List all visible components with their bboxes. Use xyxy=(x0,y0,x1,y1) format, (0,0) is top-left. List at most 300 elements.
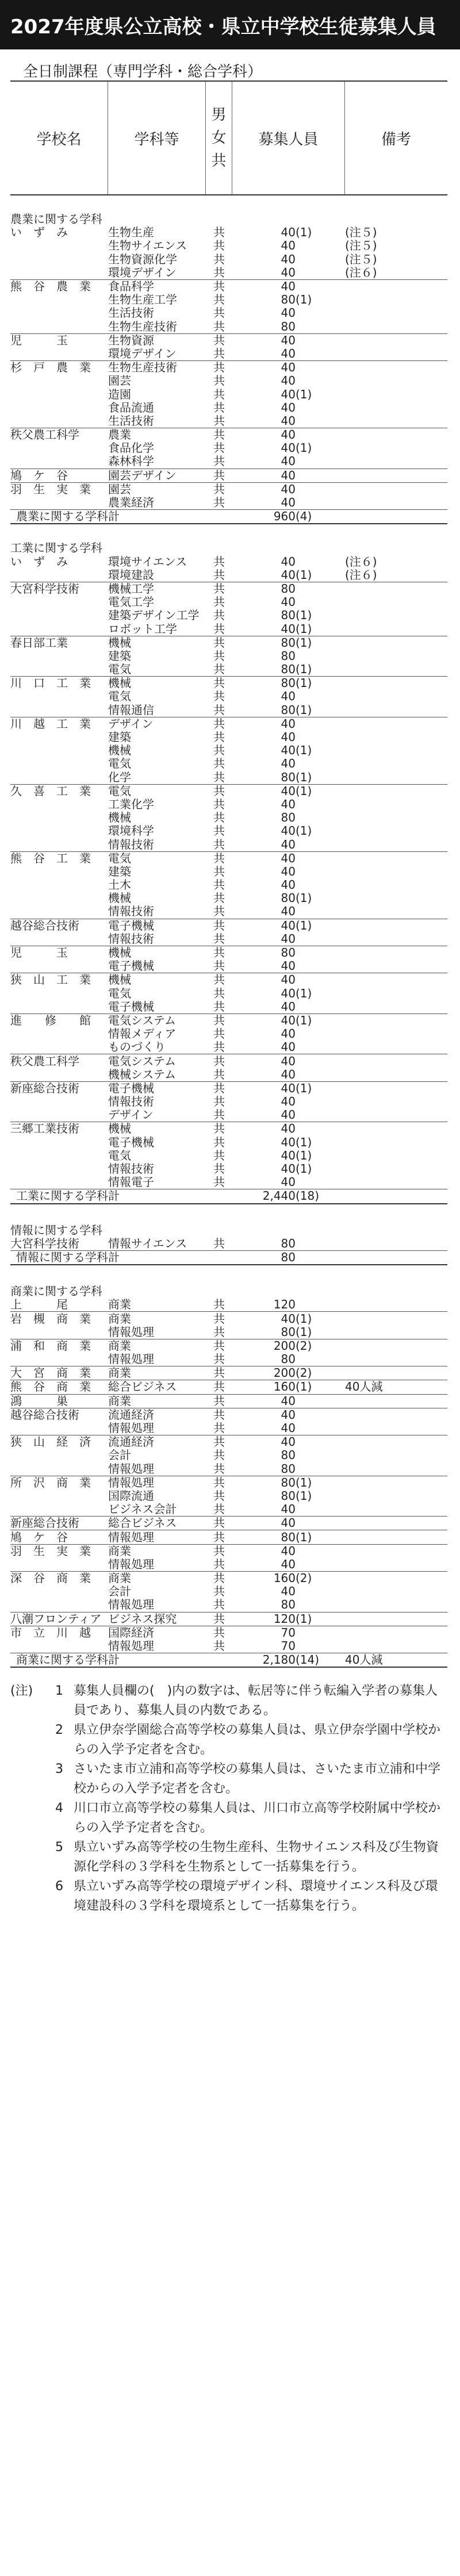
table-row xyxy=(10,226,447,239)
transfer-cell xyxy=(296,1027,345,1041)
capacity-cell: 40 xyxy=(281,455,296,469)
capacity-cell: 40 xyxy=(281,784,296,798)
table-row xyxy=(10,663,447,677)
remarks-cell xyxy=(345,757,447,770)
school-name: い ず み xyxy=(10,555,68,569)
table-row xyxy=(10,1081,447,1095)
table-header xyxy=(10,80,447,195)
gender-cell: 共 xyxy=(213,1068,225,1081)
table-row xyxy=(10,1408,447,1422)
section-table xyxy=(10,1224,447,1266)
capacity-cell: 40 xyxy=(281,622,296,636)
capacity-cell: 80 xyxy=(281,770,296,784)
school-name: 進 修 館 xyxy=(10,1013,91,1027)
section-total-remarks: 40人減 xyxy=(345,1653,447,1668)
gender-cell: 共 xyxy=(213,1598,225,1612)
gender-cell: 共 xyxy=(213,932,225,946)
dept-name: 会計 xyxy=(108,1449,131,1462)
remarks-cell xyxy=(345,306,447,320)
capacity-cell: 40 xyxy=(281,1013,296,1027)
section-total-value: 960 xyxy=(232,510,296,524)
remarks-cell xyxy=(345,1013,447,1027)
dept-name: 環境デザイン xyxy=(108,347,177,360)
gender-cell: 共 xyxy=(213,1435,225,1449)
remarks-cell xyxy=(345,798,447,811)
table-row xyxy=(10,1312,447,1326)
transfer-cell xyxy=(296,1054,345,1068)
dept-name: 環境科学 xyxy=(108,824,154,838)
transfer-cell xyxy=(296,731,345,744)
transfer-cell: (2) xyxy=(296,1366,312,1380)
gender-cell: 共 xyxy=(213,1298,225,1312)
capacity-cell: 40 xyxy=(281,1408,296,1422)
table-row xyxy=(10,1598,447,1612)
capacity-cell: 40 xyxy=(281,797,296,811)
dept-name: 商業 xyxy=(108,1394,131,1408)
table-row xyxy=(10,1176,447,1189)
dept-name: 情報メディア xyxy=(108,1027,177,1041)
gender-cell: 共 xyxy=(213,1421,225,1435)
remarks-cell xyxy=(345,905,447,919)
transfer-cell: (1) xyxy=(296,226,312,240)
remarks-cell xyxy=(345,878,447,892)
table-row xyxy=(10,374,447,387)
capacity-cell: 40 xyxy=(281,279,296,294)
dept-name: 電気工学 xyxy=(108,596,154,609)
capacity-cell: 40 xyxy=(281,482,296,496)
remarks-cell xyxy=(345,374,447,387)
table-row xyxy=(10,1237,447,1251)
table-row xyxy=(10,293,447,306)
capacity-cell: 40 xyxy=(281,469,296,482)
dept-name: 造園 xyxy=(108,387,131,401)
transfer-cell xyxy=(296,905,345,919)
transfer-cell: (1) xyxy=(296,1530,312,1544)
table-row xyxy=(10,428,447,442)
dept-name: 園芸 xyxy=(108,482,131,496)
transfer-cell: (1) xyxy=(296,1380,312,1394)
dept-name: 電気システム xyxy=(108,1054,176,1068)
capacity-cell: 40 xyxy=(281,252,296,266)
remarks-cell xyxy=(345,1640,447,1653)
capacity-cell: 40 xyxy=(281,1095,296,1109)
school-name: 秩父農工科学 xyxy=(10,428,79,442)
dept-name: 生物生産技術 xyxy=(108,360,177,375)
gender-cell: 共 xyxy=(213,1530,225,1544)
remarks-cell xyxy=(345,650,447,663)
dept-name: 建築デザイン工学 xyxy=(108,609,200,623)
section-total-transfer: (18) xyxy=(296,1189,345,1204)
dept-name: 建築 xyxy=(108,865,131,878)
capacity-cell: 70 xyxy=(281,1639,296,1653)
dept-name: 商業 xyxy=(108,1571,131,1585)
table-row xyxy=(10,717,447,731)
capacity-cell: 40 xyxy=(281,973,296,987)
dept-name: 国際流通 xyxy=(108,1489,154,1503)
transfer-cell: (1) xyxy=(296,442,312,455)
capacity-cell: 40 xyxy=(281,1027,296,1041)
school-name xyxy=(10,663,108,677)
gender-cell: 共 xyxy=(213,455,225,469)
transfer-cell: (1) xyxy=(296,919,312,932)
school-name xyxy=(10,374,108,387)
transfer-cell xyxy=(296,1640,345,1653)
school-name xyxy=(10,1068,108,1082)
transfer-cell xyxy=(296,555,345,569)
note-text: 川口市立高等学校の募集人員は、川口市立高等学校附属中学校からの入学予定者を含む。 xyxy=(74,1801,441,1836)
remarks-cell xyxy=(345,892,447,905)
notes-label xyxy=(10,1877,45,1916)
school-name xyxy=(10,1598,108,1612)
remarks-cell: (注６) xyxy=(345,266,377,279)
capacity-cell: 40 xyxy=(281,1516,296,1530)
remarks-cell xyxy=(345,1489,447,1503)
school-name xyxy=(10,690,108,703)
dept-name: 情報処理 xyxy=(108,1530,154,1544)
table-row xyxy=(10,865,447,878)
transfer-cell xyxy=(296,1503,345,1517)
dept-name: 農業 xyxy=(108,428,131,442)
transfer-cell xyxy=(296,428,345,442)
dept-name: 情報技術 xyxy=(108,838,154,851)
table-row xyxy=(10,482,447,496)
dept-name: 電気 xyxy=(108,1149,131,1162)
remarks-cell: (注６) xyxy=(345,568,377,582)
school-name xyxy=(10,757,108,770)
capacity-cell: 80 xyxy=(281,1353,296,1366)
table-row xyxy=(10,650,447,663)
gender-cell: 共 xyxy=(213,1041,225,1054)
dept-name: 情報処理 xyxy=(108,1557,154,1571)
school-name: 羽 生 実 業 xyxy=(10,1544,91,1558)
school-name xyxy=(10,401,108,414)
capacity-cell: 40 xyxy=(281,239,296,253)
gender-cell: 共 xyxy=(213,865,225,878)
remarks-cell xyxy=(345,361,447,375)
gender-cell: 共 xyxy=(213,555,225,569)
section-table xyxy=(10,213,447,524)
remarks-cell xyxy=(345,1462,447,1476)
note-number: 3 xyxy=(55,1762,63,1777)
table-row xyxy=(10,744,447,757)
remarks-cell xyxy=(345,1176,447,1189)
table-row xyxy=(10,306,447,320)
table-row xyxy=(10,987,447,1000)
transfer-cell xyxy=(296,1598,345,1612)
note-text: 県立伊奈学園総合高等学校の募集人員は、県立伊奈学園中学校からの入学予定者を含む。 xyxy=(74,1723,441,1757)
header-school: 学校名 xyxy=(10,82,108,194)
school-name xyxy=(10,824,108,838)
table-row xyxy=(10,1530,447,1544)
remarks-cell xyxy=(345,663,447,677)
school-name: 八潮フロンティア xyxy=(10,1612,102,1626)
gender-cell: 共 xyxy=(213,1626,225,1640)
remarks-cell xyxy=(345,347,447,361)
remarks-cell xyxy=(345,1312,447,1326)
remarks-cell xyxy=(345,1054,447,1068)
gender-cell: 共 xyxy=(213,1585,225,1599)
transfer-cell xyxy=(296,757,345,770)
dept-name: 商業 xyxy=(108,1544,131,1558)
remarks-cell xyxy=(345,442,447,455)
capacity-cell: 80 xyxy=(281,1598,296,1612)
capacity-cell: 40 xyxy=(281,1585,296,1599)
section-total-value: 2,440 xyxy=(232,1189,296,1204)
school-name xyxy=(10,704,108,717)
remarks-cell xyxy=(345,1544,447,1558)
note-item xyxy=(10,1760,450,1799)
gender-cell: 共 xyxy=(213,757,225,771)
table-row xyxy=(10,784,447,798)
dept-name: 商業 xyxy=(108,1339,131,1353)
section-total-label: 工業に関する学科計 xyxy=(10,1189,232,1204)
gender-cell: 共 xyxy=(213,1516,225,1530)
school-name xyxy=(10,1449,108,1462)
note-item xyxy=(10,1838,450,1877)
remarks-cell xyxy=(345,582,447,596)
gender-cell: 共 xyxy=(213,387,225,401)
table-row xyxy=(10,757,447,770)
remarks-cell xyxy=(345,1626,447,1640)
school-name xyxy=(10,932,108,946)
table-row xyxy=(10,1162,447,1176)
dept-name: 機械 xyxy=(108,946,131,960)
capacity-cell: 40 xyxy=(281,865,296,878)
school-name xyxy=(10,293,108,306)
remarks-cell xyxy=(345,717,447,731)
remarks-cell xyxy=(345,811,447,824)
dept-name: 国際経済 xyxy=(108,1626,154,1640)
dept-name: 情報処理 xyxy=(108,1325,154,1339)
note-number: 1 xyxy=(55,1684,63,1699)
remarks-cell xyxy=(345,1530,447,1544)
dept-name: 工業化学 xyxy=(108,797,154,811)
gender-cell: 共 xyxy=(213,986,225,1000)
dept-name: 生活技術 xyxy=(108,414,154,428)
transfer-cell: (1) xyxy=(296,1135,312,1149)
transfer-cell xyxy=(296,596,345,609)
school-name xyxy=(10,650,108,663)
note-text: 募集人員欄の( )内の数字は、転居等に伴う転編入学者の募集人員であり、募集人員の内数である。 xyxy=(74,1684,438,1718)
capacity-cell: 160 xyxy=(273,1380,296,1394)
transfer-cell xyxy=(296,838,345,851)
transfer-cell xyxy=(296,1408,345,1422)
gender-cell: 共 xyxy=(213,770,225,784)
gender-cell: 共 xyxy=(213,892,225,905)
dept-name: 電子機械 xyxy=(108,1081,154,1095)
school-name xyxy=(10,1558,108,1572)
gender-cell: 共 xyxy=(213,582,225,596)
transfer-cell: (1) xyxy=(296,663,312,677)
dept-name: 情報電子 xyxy=(108,1176,154,1189)
school-name: 鴻 巣 xyxy=(10,1394,68,1408)
table-row xyxy=(10,636,447,650)
transfer-cell: (2) xyxy=(296,1339,312,1353)
gender-cell: 共 xyxy=(213,878,225,892)
gender-cell: 共 xyxy=(213,1489,225,1503)
remarks-cell xyxy=(345,1149,447,1162)
table-row xyxy=(10,1380,447,1394)
table-row xyxy=(10,1422,447,1435)
gender-cell: 共 xyxy=(213,568,225,582)
table-row xyxy=(10,1394,447,1408)
gender-cell: 共 xyxy=(213,442,225,455)
school-name: 久 喜 工 業 xyxy=(10,784,91,798)
school-name: 大宮科学技術 xyxy=(10,582,79,596)
school-name xyxy=(10,1326,108,1339)
transfer-cell xyxy=(296,414,345,428)
gender-cell: 共 xyxy=(213,333,225,347)
dept-name: 森林科学 xyxy=(108,455,154,469)
remarks-cell xyxy=(345,1366,447,1380)
school-name: 熊 谷 工 業 xyxy=(10,851,91,865)
header-gender-char: 男 xyxy=(211,106,227,124)
remarks-cell: (注６) xyxy=(345,555,377,569)
school-name xyxy=(10,878,108,892)
transfer-cell: (1) xyxy=(296,1162,312,1176)
remarks-cell xyxy=(345,1408,447,1422)
dept-name: 電気 xyxy=(108,986,131,1000)
remarks-cell xyxy=(345,919,447,932)
capacity-cell: 40 xyxy=(281,690,296,704)
transfer-cell: (1) xyxy=(296,1013,312,1027)
gender-cell: 共 xyxy=(213,636,225,650)
transfer-cell xyxy=(296,1585,345,1598)
dept-name: 農業経済 xyxy=(108,496,154,510)
table-row xyxy=(10,455,447,469)
remarks-cell xyxy=(345,932,447,946)
dept-name: 生活技術 xyxy=(108,306,154,320)
gender-cell: 共 xyxy=(213,374,225,388)
gender-cell: 共 xyxy=(213,1325,225,1339)
capacity-cell: 40 xyxy=(281,717,296,731)
school-name xyxy=(10,1108,108,1122)
school-name: 三郷工業技術 xyxy=(10,1122,79,1136)
dept-name: 化学 xyxy=(108,770,131,784)
table-row xyxy=(10,401,447,414)
transfer-cell xyxy=(296,959,345,973)
header-gender xyxy=(206,82,232,194)
table-row xyxy=(10,1572,447,1585)
gender-cell: 共 xyxy=(213,824,225,838)
capacity-cell: 40 xyxy=(281,226,296,240)
capacity-cell: 40 xyxy=(281,1421,296,1435)
school-name: 杉 戸 農 業 xyxy=(10,360,91,375)
transfer-cell xyxy=(296,347,345,361)
school-name: 大 宮 商 業 xyxy=(10,1366,91,1380)
dept-name: 電子機械 xyxy=(108,959,154,973)
capacity-cell: 80 xyxy=(281,636,296,650)
page-subtitle: 全日制課程（専門学科・総合学科） xyxy=(23,63,263,80)
dept-name: 環境サイエンス xyxy=(108,555,187,569)
transfer-cell: (1) xyxy=(296,744,312,758)
section-total-row xyxy=(10,1250,447,1265)
table-row xyxy=(10,1326,447,1339)
dept-name: 情報処理 xyxy=(108,1639,154,1653)
transfer-cell xyxy=(296,1449,345,1462)
table-row xyxy=(10,596,447,609)
table-row xyxy=(10,239,447,252)
remarks-cell xyxy=(345,387,447,401)
capacity-cell: 200 xyxy=(273,1339,296,1353)
table-row xyxy=(10,959,447,973)
note-number: 2 xyxy=(55,1723,63,1738)
gender-cell: 共 xyxy=(213,1639,225,1653)
school-name xyxy=(10,1489,108,1503)
table-row xyxy=(10,1503,447,1517)
school-name: 狭 山 工 業 xyxy=(10,973,91,987)
school-name: 秩父農工科学 xyxy=(10,1054,79,1068)
capacity-cell: 40 xyxy=(281,838,296,851)
header-gender-char: 女 xyxy=(211,129,227,147)
school-name: 羽 生 実 業 xyxy=(10,482,91,496)
capacity-cell: 80 xyxy=(281,320,296,333)
school-name: 新座総合技術 xyxy=(10,1516,79,1530)
remarks-cell xyxy=(345,496,447,510)
capacity-cell: 80 xyxy=(281,676,296,690)
transfer-cell xyxy=(296,1517,345,1530)
school-name xyxy=(10,622,108,636)
gender-cell: 共 xyxy=(213,622,225,636)
section-total-transfer: (4) xyxy=(296,510,345,524)
table-row xyxy=(10,496,447,510)
capacity-cell: 40 xyxy=(281,744,296,758)
note-number: 6 xyxy=(55,1879,63,1894)
section-heading: 情報に関する学科 xyxy=(10,1223,102,1237)
transfer-cell: (1) xyxy=(296,824,312,838)
transfer-cell xyxy=(296,253,345,266)
table-row xyxy=(10,609,447,622)
transfer-cell xyxy=(296,374,345,387)
note-number: 5 xyxy=(55,1840,63,1855)
gender-cell: 共 xyxy=(213,596,225,609)
remarks-cell xyxy=(345,973,447,987)
school-name xyxy=(10,455,108,469)
dept-name: 情報技術 xyxy=(108,905,154,919)
section-total-transfer xyxy=(296,1250,345,1265)
capacity-cell: 40 xyxy=(281,1000,296,1013)
school-name xyxy=(10,387,108,401)
capacity-cell: 40 xyxy=(281,414,296,428)
section-heading: 商業に関する学科 xyxy=(10,1285,102,1299)
capacity-cell: 40 xyxy=(281,442,296,455)
dept-name: 電気 xyxy=(108,851,131,865)
gender-cell: 共 xyxy=(213,1476,225,1489)
transfer-cell xyxy=(296,1041,345,1054)
gender-cell: 共 xyxy=(213,1149,225,1162)
remarks-cell xyxy=(345,1027,447,1041)
capacity-cell: 80 xyxy=(281,663,296,677)
school-name: 所 沢 商 業 xyxy=(10,1476,91,1489)
remarks-cell xyxy=(345,482,447,496)
remarks-cell xyxy=(345,771,447,785)
section-total-label: 情報に関する学科計 xyxy=(10,1250,232,1265)
gender-cell: 共 xyxy=(213,1366,225,1380)
capacity-cell: 40 xyxy=(281,428,296,442)
remarks-cell xyxy=(345,414,447,428)
remarks-cell xyxy=(345,596,447,609)
dept-name: 機械 xyxy=(108,744,131,758)
section-total-label: 農業に関する学科計 xyxy=(10,510,232,524)
remarks-cell xyxy=(345,1122,447,1136)
note-text: 県立いずみ高等学校の環境デザイン科、環境サイエンス科及び環境建設科の３学科を環境系として一括募集を行う。 xyxy=(74,1879,438,1914)
school-name xyxy=(10,347,108,361)
school-name xyxy=(10,442,108,455)
table-row xyxy=(10,414,447,428)
school-name xyxy=(10,905,108,919)
dept-name: 食品化学 xyxy=(108,442,154,455)
table-row xyxy=(10,1626,447,1640)
